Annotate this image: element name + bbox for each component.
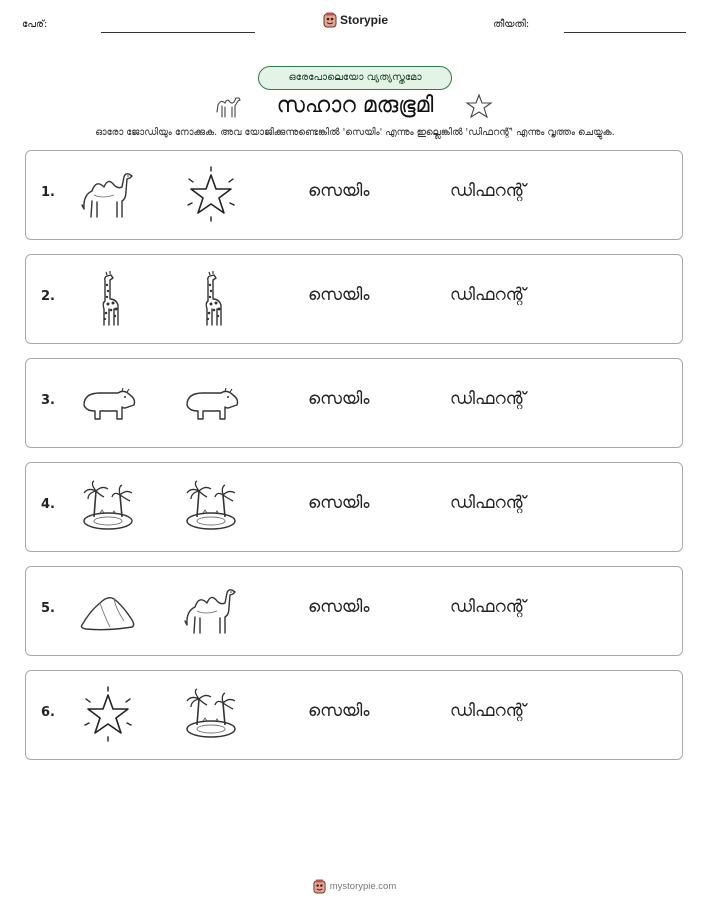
question-row — [25, 150, 683, 240]
page-title: സഹാറ മരുഭൂമി — [276, 93, 434, 118]
question-number: 4. — [41, 497, 55, 512]
hippo-icon — [181, 373, 241, 433]
same-option[interactable]: സെയിം — [308, 597, 370, 617]
different-option[interactable]: ഡിഫറന്റ് — [450, 181, 526, 201]
different-option[interactable]: ഡിഫറന്റ് — [450, 389, 526, 409]
camel-icon — [78, 165, 138, 225]
brand — [323, 12, 388, 28]
camel-icon — [181, 581, 241, 641]
question-number: 3. — [41, 393, 55, 408]
date-label: തീയതി: — [493, 19, 530, 30]
same-option[interactable]: സെയിം — [308, 181, 370, 201]
same-option[interactable]: സെയിം — [308, 285, 370, 305]
date-line[interactable] — [564, 32, 686, 33]
question-row — [25, 462, 683, 552]
different-option[interactable]: ഡിഫറന്റ് — [450, 701, 526, 721]
storypie-logo-icon — [323, 12, 337, 28]
different-option[interactable]: ഡിഫറന്റ് — [450, 597, 526, 617]
different-option[interactable]: ഡിഫറന്റ് — [450, 285, 526, 305]
storypie-logo-icon — [313, 879, 326, 894]
same-option[interactable]: സെയിം — [308, 493, 370, 513]
question-number: 5. — [41, 601, 55, 616]
question-number: 1. — [41, 185, 55, 200]
oasis-icon — [181, 477, 241, 537]
same-option[interactable]: സെയിം — [308, 701, 370, 721]
question-row — [25, 254, 683, 344]
giraffe-icon — [181, 269, 241, 329]
oasis-icon — [181, 685, 241, 745]
title-row — [0, 90, 709, 122]
question-number: 2. — [41, 289, 55, 304]
question-row — [25, 566, 683, 656]
footer-site: mystorypie.com — [329, 881, 397, 892]
sand-dune-icon — [78, 581, 138, 641]
brand-name: Storypie — [340, 13, 389, 27]
different-option[interactable]: ഡിഫറന്റ് — [450, 493, 526, 513]
same-option[interactable]: സെയിം — [308, 389, 370, 409]
activity-badge: ഒരേപോലെയോ വ്യത്യസ്തമോ — [258, 66, 452, 90]
camel-icon — [213, 93, 245, 119]
star-icon — [78, 685, 138, 745]
hippo-icon — [78, 373, 138, 433]
instructions: ഓരോ ജോഡിയും നോക്കുക. അവ യോജിക്കുന്നുണ്ടെങ്കിൽ 'സെയിം' എന്നും ഇല്ലെങ്കിൽ 'ഡിഫറന്റ്' എന്നും വൃത്തം ചെയ്യുക. — [95, 127, 615, 138]
question-row — [25, 670, 683, 760]
star-icon — [181, 165, 241, 225]
worksheet-header — [0, 0, 709, 50]
name-line[interactable] — [101, 32, 255, 33]
footer — [0, 879, 709, 898]
question-row — [25, 358, 683, 448]
question-number: 6. — [41, 705, 55, 720]
oasis-icon — [78, 477, 138, 537]
star-icon — [465, 93, 493, 119]
name-label: പേര്: — [22, 19, 48, 30]
giraffe-icon — [78, 269, 138, 329]
